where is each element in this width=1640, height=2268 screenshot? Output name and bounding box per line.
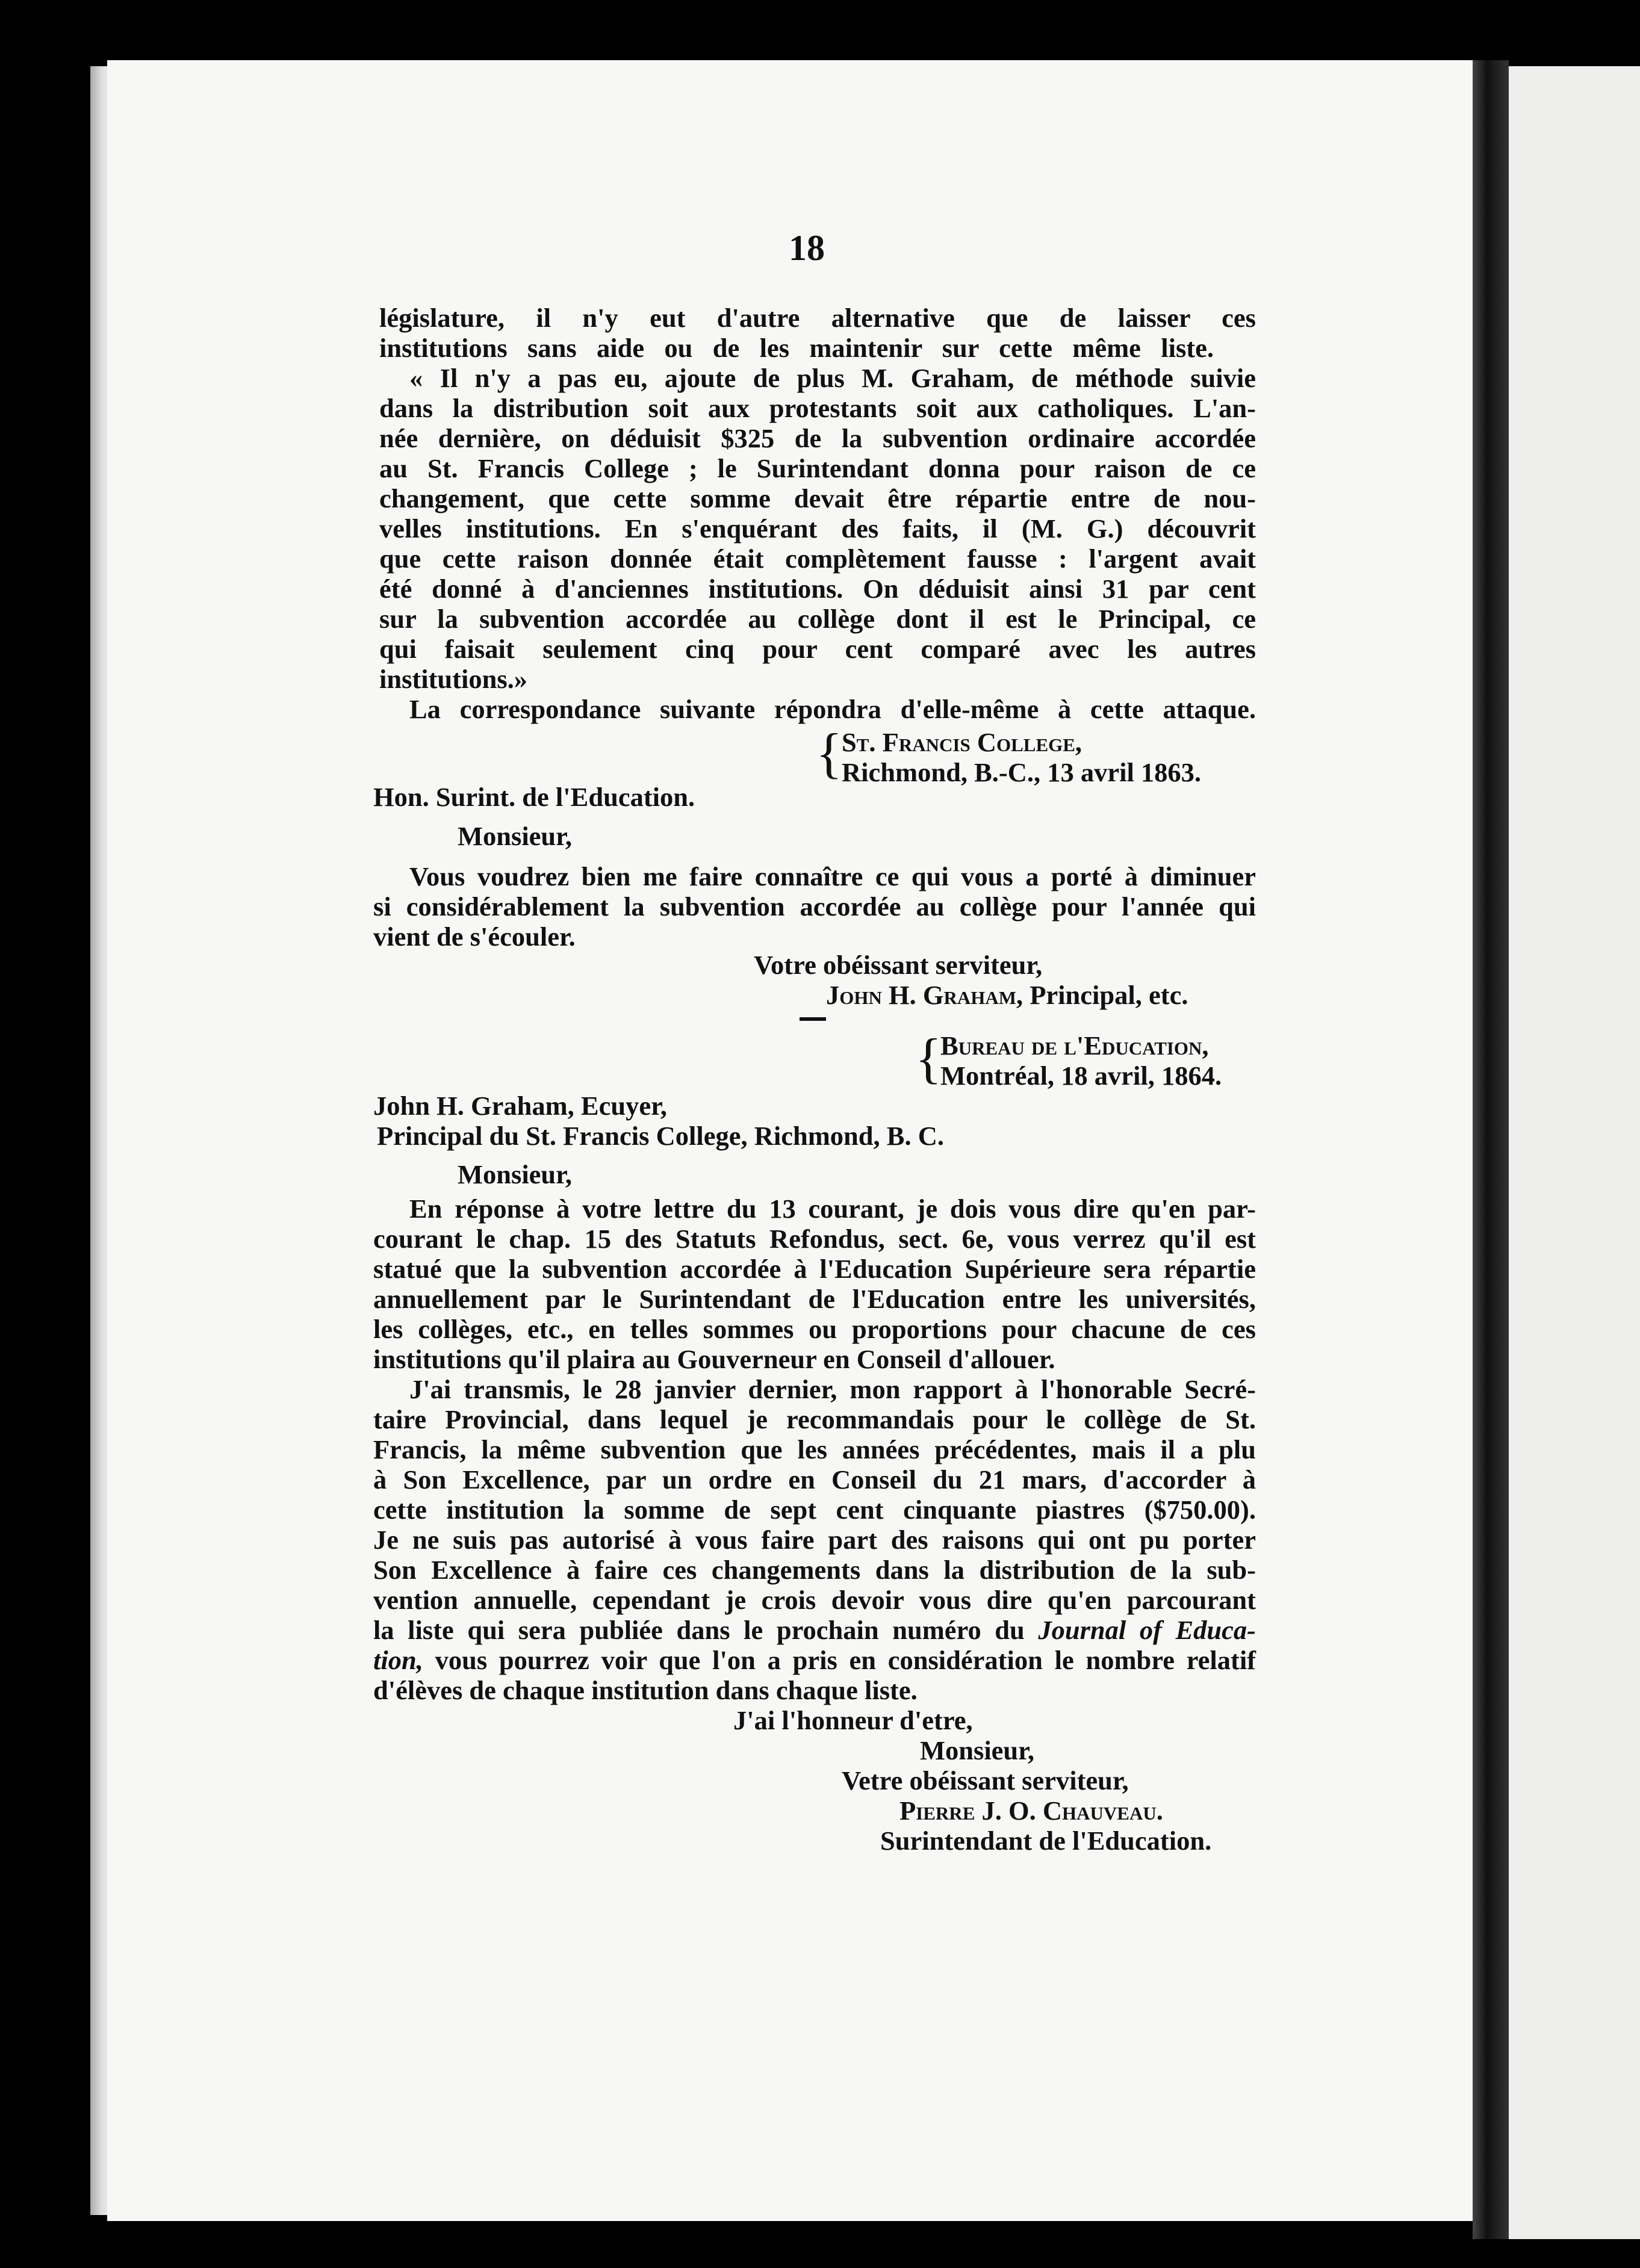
letter-recipient: Hon. Surint. de l'Education.: [373, 782, 695, 812]
letter-sender: Bureau de l'Education,: [940, 1030, 1209, 1061]
text-line: que cette raison donnée était complètement fausse : l'argent avait: [379, 544, 1256, 574]
letter-recipient: John H. Graham, Ecuyer,: [373, 1091, 667, 1121]
text-line: [373, 1615, 1256, 1645]
text-line: institutions sans aide ou de les maintenir sur cette même liste.: [379, 333, 1214, 363]
text-line: si considérablement la subvention accordée au collège pour l'année qui: [373, 891, 1256, 922]
letter-salutation: Monsieur,: [458, 821, 572, 851]
text-line: [373, 1645, 1256, 1675]
text-line: née dernière, on déduisit $325 de la subvention ordinaire accordée: [379, 423, 1256, 453]
letter-signature: [826, 980, 1188, 1010]
signature-title: Principal, etc.: [1030, 980, 1188, 1010]
brace-icon: {: [915, 1027, 942, 1089]
signature-name: Pierre J. O. Chauveau.: [899, 1796, 1163, 1826]
letter-sender: St. Francis College,: [842, 727, 1082, 757]
text-line: cette institution la somme de sept cent cinquante piastres ($750.00).: [373, 1495, 1256, 1525]
text-line: qui faisait seulement cinq pour cent comparé avec les autres: [379, 634, 1256, 664]
letter-closing: J'ai l'honneur d'etre,: [733, 1705, 973, 1735]
text-line: annuellement par le Surintendant de l'Education entre les universités,: [373, 1284, 1256, 1314]
text-line: dans la distribution soit aux protestants soit aux catholiques. L'an-: [379, 393, 1256, 423]
letter-closing: Votre obéissant serviteur,: [754, 950, 1043, 980]
text-line: Son Excellence à faire ces changements dans la distribution de la sub-: [373, 1555, 1256, 1585]
book-spine: [1473, 60, 1509, 2239]
text-line: sur la subvention accordée au collège dont il est le Principal, ce: [379, 604, 1256, 634]
text-line: les collèges, etc., en telles sommes ou proportions pour chacune de ces: [373, 1314, 1256, 1344]
text-line: législature, il n'y eut d'autre alternative que de laisser ces: [379, 303, 1256, 333]
text-line: Vous voudrez bien me faire connaître ce qui vous a porté à diminuer: [409, 861, 1256, 891]
text-line: institutions qu'il plaira au Gouverneur en Conseil d'allouer.: [373, 1344, 1055, 1374]
text-line: d'élèves de chaque institution dans chaque liste.: [373, 1675, 918, 1705]
journal-title-end: tion,: [373, 1645, 423, 1675]
text-line: J'ai transmis, le 28 janvier dernier, mon rapport à l'honorable Secré-: [409, 1374, 1256, 1404]
letter-recipient-line: Principal du St. Francis College, Richmond, B. C.: [377, 1121, 944, 1151]
signature-title: Surintendant de l'Education.: [880, 1826, 1212, 1856]
letter-place-date: Richmond, B.-C., 13 avril 1863.: [842, 757, 1202, 787]
letter-closing: Monsieur,: [920, 1735, 1034, 1765]
separator-dash: [800, 1017, 826, 1021]
text-line: courant le chap. 15 des Statuts Refondus, sect. 6e, vous verrez qu'il est: [373, 1224, 1256, 1254]
text-line: taire Provincial, dans lequel je recommandais pour le collège de St.: [373, 1404, 1256, 1434]
page-number: 18: [789, 228, 825, 268]
text-line: « Il n'y a pas eu, ajoute de plus M. Graham, de méthode suivie: [409, 363, 1256, 393]
text-line: Francis, la même subvention que les années précédentes, mais il a plu: [373, 1434, 1256, 1464]
text-line: Je ne suis pas autorisé à vous faire part des raisons qui ont pu porter: [373, 1525, 1256, 1555]
journal-title: Journal of Educa-: [1038, 1615, 1256, 1645]
text-segment: vous pourrez voir que l'on a pris en considération le nombre relatif: [435, 1645, 1256, 1675]
signature-name: John H. Graham,: [826, 980, 1023, 1010]
text-line: La correspondance suivante répondra d'elle-même à cette attaque.: [409, 694, 1256, 724]
brace-icon: {: [816, 722, 843, 784]
text-line: institutions.»: [379, 664, 528, 694]
letter-salutation: Monsieur,: [458, 1159, 572, 1189]
text-line: vient de s'écouler.: [373, 922, 576, 952]
text-line: changement, que cette somme devait être répartie entre de nou-: [379, 483, 1256, 513]
text-line: été donné à d'anciennes institutions. On déduisit ainsi 31 par cent: [379, 574, 1256, 604]
text-line: au St. Francis College ; le Surintendant donna pour raison de ce: [379, 453, 1256, 483]
letter-place-date: Montréal, 18 avril, 1864.: [940, 1061, 1222, 1091]
text-segment: la liste qui sera publiée dans le prochain numéro du: [373, 1615, 1025, 1645]
text-line: En réponse à votre lettre du 13 courant, je dois vous dire qu'en par-: [409, 1194, 1256, 1224]
text-line: statué que la subvention accordée à l'Education Supérieure sera répartie: [373, 1254, 1256, 1284]
text-line: velles institutions. En s'enquérant des faits, il (M. G.) découvrit: [379, 513, 1256, 544]
text-line: à Son Excellence, par un ordre en Conseil du 21 mars, d'accorder à: [373, 1464, 1256, 1495]
facing-page: [1509, 66, 1640, 2239]
letter-closing: Vetre obéissant serviteur,: [842, 1765, 1129, 1796]
text-line: vention annuelle, cependant je crois devoir vous dire qu'en parcourant: [373, 1585, 1256, 1615]
